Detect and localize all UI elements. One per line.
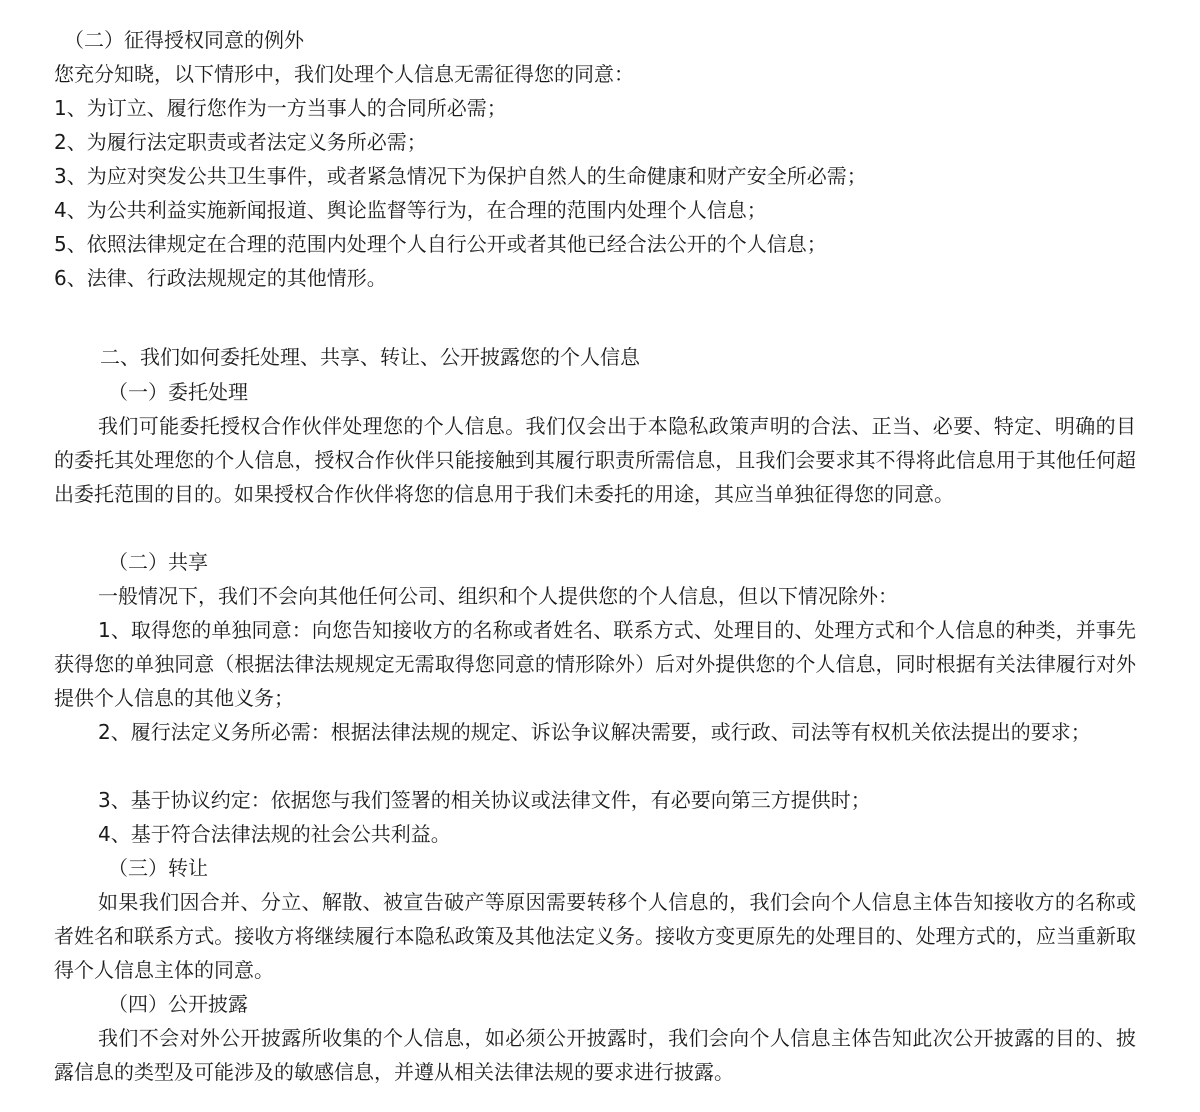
transfer-body: 如果我们因合并、分立、解散、被宣告破产等原因需要转移个人信息的，我们会向个人信息主体告知接收方的名称或者姓名和联系方式。接收方将继续履行本隐私政策及其他法定义务。接收方变更原先的处理目的、处理方式的，应当重新取得个人信息主体的同意。 xyxy=(54,890,1136,982)
share-item-3: 3、基于协议约定：依据您与我们签署的相关协议或法律文件，有必要向第三方提供时； xyxy=(98,788,871,812)
transfer-heading: （三）转让 xyxy=(108,856,208,880)
exception-item-6: 6、法律、行政法规规定的其他情形。 xyxy=(54,266,387,290)
share-item-1: 1、取得您的单独同意：向您告知接收方的名称或者姓名、联系方式、处理目的、处理方式和个人信息的种类，并事先获得您的单独同意（根据法律法规规定无需取得您同意的情形除外）后对外提供您的个人信息，同时根据有关法律履行对外提供个人信息的其他义务； xyxy=(54,618,1136,710)
exception-item-2: 2、为履行法定职责或者法定义务所必需； xyxy=(54,130,427,154)
entrust-body: 我们可能委托授权合作伙伴处理您的个人信息。我们仅会出于本隐私政策声明的合法、正当、必要、特定、明确的目的委托其处理您的个人信息，授权合作伙伴只能接触到其履行职责所需信息，且我们会要求其不得将此信息用于其他任何超出委托范围的目的。如果授权合作伙伴将您的信息用于我们未委托的用途，其应当单独征得您的同意。 xyxy=(54,414,1136,506)
share-item-2: 2、履行法定义务所必需：根据法律法规的规定、诉讼争议解决需要，或行政、司法等有权机关依法提出的要求； xyxy=(98,720,1091,744)
share-heading: （二）共享 xyxy=(108,550,208,574)
disclose-heading: （四）公开披露 xyxy=(108,992,248,1016)
section-two-heading: 二、我们如何委托处理、共享、转让、公开披露您的个人信息 xyxy=(100,345,640,369)
exception-item-4: 4、为公共利益实施新闻报道、舆论监督等行为，在合理的范围内处理个人信息； xyxy=(54,198,767,222)
disclose-body: 我们不会对外公开披露所收集的个人信息，如必须公开披露时，我们会向个人信息主体告知此次公开披露的目的、披露信息的类型及可能涉及的敏感信息，并遵从相关法律法规的要求进行披露。 xyxy=(54,1026,1136,1084)
exception-item-1: 1、为订立、履行您作为一方当事人的合同所必需； xyxy=(54,96,507,120)
exception-item-5: 5、依照法律规定在合理的范围内处理个人自行公开或者其他已经合法公开的个人信息； xyxy=(54,232,827,256)
section-heading-exceptions: （二）征得授权同意的例外 xyxy=(64,28,304,52)
entrust-heading: （一）委托处理 xyxy=(108,380,248,404)
exception-item-3: 3、为应对突发公共卫生事件，或者紧急情况下为保护自然人的生命健康和财产安全所必需； xyxy=(54,164,867,188)
share-item-4: 4、基于符合法律法规的社会公共利益。 xyxy=(98,822,451,846)
share-intro: 一般情况下，我们不会向其他任何公司、组织和个人提供您的个人信息，但以下情况除外： xyxy=(98,584,898,608)
exceptions-intro: 您充分知晓，以下情形中，我们处理个人信息无需征得您的同意： xyxy=(54,62,634,86)
